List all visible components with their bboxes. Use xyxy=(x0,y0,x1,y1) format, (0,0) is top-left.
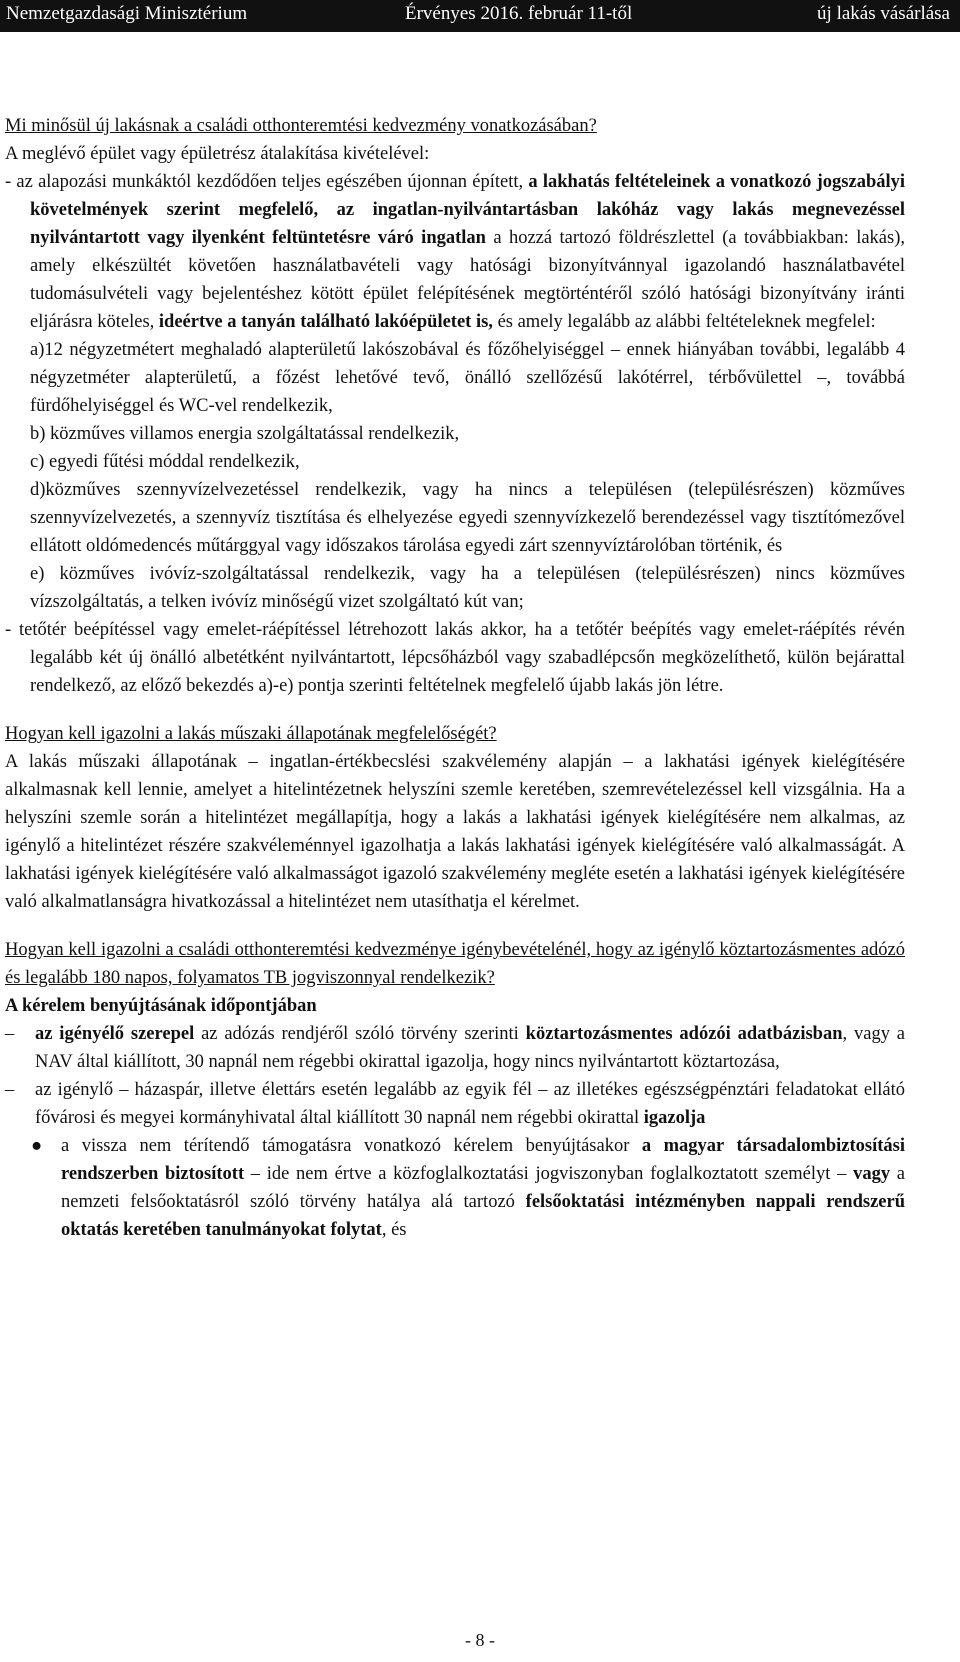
header-topic: új lakás vásárlása xyxy=(817,3,950,24)
header-validity: Érvényes 2016. február 11-től xyxy=(405,3,633,24)
bullet-item-insured: ● a vissza nem térítendő támogatásra vonatkozó kérelem benyújtásakor a magyar társadalombiztosítási rendszerben biztosított – ide nem értve a közfoglalkoztatási jogviszonyban foglalkoztatott személyt – vagy a nemzeti felsőoktatásról szóló törvény hatálya alá tartozó felsőoktatási intézményben nappali rendszerű oktatás keretében tanulmányokat folytat, és xyxy=(5,1132,905,1244)
page-number: - 8 - xyxy=(465,1630,495,1650)
condition-e: e) közműves ivóvíz-szolgáltatással rendelkezik, vagy ha a településen (településrészen) nincs közműves vízszolgáltatás, a telken ivóvíz minőségű vizet szolgáltató kút van; xyxy=(30,564,905,612)
page-header xyxy=(0,0,960,32)
technical-condition-text: A lakás műszaki állapotának – ingatlan-értékbecslési szakvélemény alapján – a lakhatási igények kielégítésére alkalmasnak kell lennie, amelyet a hitelintézetnek helyszíni szemle keretében, szemrevételezéssel kell vizsgálnia. Ha a helyszíni szemle során a hitelintézet megállapítja, hogy a lakás a lakhatási igények kielégítésére nem alkalmas, az igénylő a hitelintézet részére szakvéleménnyel igazolhatja a lakás lakhatási igények kielégítésére való alkalmasságát. A lakhatási igények kielégítésére való alkalmasságot igazoló szakvélemény megléte esetén a lakhatási igények kielégítésére való alkalmatlanságra hivatkozással a hitelintézet nem utasíthatja el kérelmet. xyxy=(5,752,905,912)
list-item-new-building: - az alapozási munkáktól kezdődően teljes egészében újonnan épített, a lakhatás feltételeinek a vonatkozó jogszabályi követelmények szerint megfelelő, az ingatlan-nyilvántartásban lakóház vagy lakás megnevezéssel nyilvántartott vagy ilyenként feltüntetésre váró ingatlan a hozzá tartozó földrészlettel (a továbbiakban: lakás), amely elkészültét követően használatbavételi vagy hatósági bizonyítvánnyal igazolandó használatbavétel tudomásulvételi vagy bejelentéshez kötött épület felépítésének megtörténtéről szóló hatósági bizonyítvány iránti eljárásra köteles, ideértve a tanyán található lakóépületet is, és amely legalább az alábbi feltételeknek megfelel: xyxy=(5,172,906,332)
submission-heading: A kérelem benyújtásának időpontjában xyxy=(5,996,317,1016)
header-ministry: Nemzetgazdasági Minisztérium xyxy=(6,3,248,24)
document-body xyxy=(5,112,905,1244)
dash-marker: – xyxy=(5,1024,15,1044)
list-item-attic-conversion: - tetőtér beépítéssel vagy emelet-ráépítéssel létrehozott lakás akkor, ha a tetőtér beépítés vagy emelet-ráépítés révén legalább két új önálló albetétként nyilvántartott, lépcsőházból vagy szabadlépcsőn megközelíthető, külön bejárattal rendelkező, az előző bekezdés a)-e) pontja szerinti feltételnek megfelelő újabb lakás jön létre. xyxy=(5,620,905,696)
bullet-icon: ● xyxy=(31,1136,43,1156)
dash-marker: - xyxy=(5,172,12,192)
question-technical-condition: Hogyan kell igazolni a lakás műszaki állapotának megfelelőségét? xyxy=(5,724,497,744)
dash-marker: – xyxy=(5,1080,15,1100)
condition-d: d)közműves szennyvízelvezetéssel rendelkezik, vagy ha nincs a településen (településrészen) közműves szennyvízelvezetés, a szennyvíz tisztítása és elhelyezése egyedi szennyvízkezelő berendezéssel vagy tisztítómezővel ellátott oldómedencés műtárggyal vagy időszakos tárolása egyedi zárt szennyvíztárolóban történik, és xyxy=(30,480,905,556)
question-tax-and-insurance: Hogyan kell igazolni a családi otthonteremtési kedvezménye igénybevételénél, hogy az igénylő köztartozásmentes adózó és legalább 180 napos, folyamatos TB jogviszonnyal rendelkezik? xyxy=(5,940,905,988)
question-new-apartment: Mi minősül új lakásnak a családi otthonteremtési kedvezmény vonatkozásában? xyxy=(5,116,597,136)
list-item-health-insurance: – az igénylő – házaspár, illetve élettárs esetén legalább az egyik fél – az illetékes egészségpénztári feladatokat ellátó fővárosi és megyei kormányhivatal által kiállított 30 napnál nem régebbi okirattal igazolja xyxy=(5,1076,905,1132)
list-item-tax-database: – az igényélő szerepel az adózás rendjéről szóló törvény szerinti köztartozásmentes adózói adatbázisban, vagy a NAV által kiállított, 30 napnál nem régebbi okirattal igazolja, hogy nincs nyilvántartott köztartozása, xyxy=(5,1020,905,1076)
condition-c: c) egyedi fűtési móddal rendelkezik, xyxy=(30,452,300,472)
condition-a: a)12 négyzetmétert meghaladó alapterületű lakószobával és főzőhelyiséggel – ennek hiányában további, legalább 4 négyzetméter alapterületű, a főzést lehetővé tevő, önálló szellőzésű lakótérrel, térbővülettel –, továbbá fürdőhelyiséggel és WC-vel rendelkezik, xyxy=(30,340,905,416)
condition-b: b) közműves villamos energia szolgáltatással rendelkezik, xyxy=(30,424,460,444)
intro-text: A meglévő épület vagy épületrész átalakítása kivételével: xyxy=(5,144,430,164)
